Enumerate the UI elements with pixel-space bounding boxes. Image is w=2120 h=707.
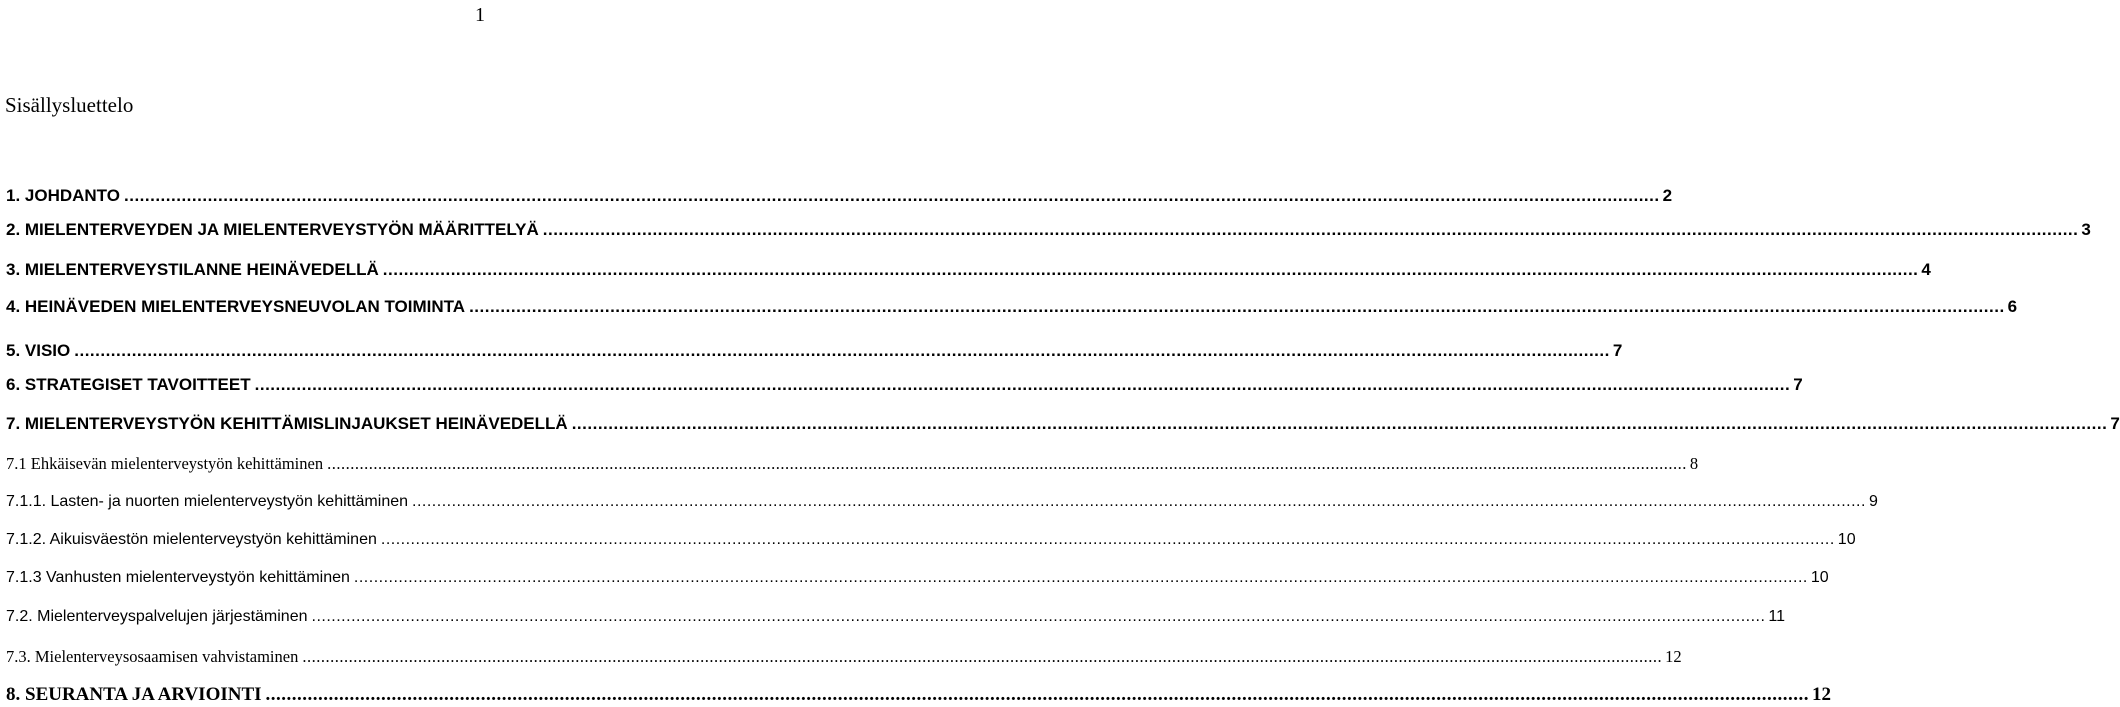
toc-entry[interactable] [6,218,2091,242]
toc-entry-text: 7.1.3 Vanhusten mielenterveystyön kehittäminen [6,569,350,586]
toc-entry[interactable] [6,605,1786,629]
dot-leader [381,528,1835,552]
dot-leader [124,184,1660,208]
toc-entry[interactable] [6,566,1829,590]
toc-entry-text: 5. VISIO [6,341,71,360]
toc-entry[interactable] [6,452,1699,476]
toc-entry-page: 3 [2081,220,2091,239]
toc-entry-text: 7.2. Mielenterveyspalvelujen järjestäminen [6,608,308,625]
dot-leader [383,258,1919,282]
toc-entry-page: 4 [1921,260,1931,279]
dot-leader [412,490,1866,514]
toc-entry-text: 7.3. Mielenterveysosaamisen vahvistaminen [6,647,299,666]
toc-entry-text: 6. STRATEGISET TAVOITTEET [6,375,251,394]
toc-title: Sisällysluettelo [5,93,134,117]
toc-entry[interactable] [6,645,1682,669]
toc-entry[interactable] [6,528,1856,552]
dot-leader [543,218,2079,242]
toc-entry-page: 7 [1793,375,1803,394]
dot-leader [327,452,1687,476]
dot-leader [469,295,2005,319]
page-number: 1 [475,4,485,26]
dot-leader [74,339,1610,363]
toc-entry[interactable] [6,339,1623,363]
toc-entry-page: 6 [2007,297,2018,316]
toc-entry-text: 1. JOHDANTO [6,186,120,205]
toc-entry-text: 7.1.1. Lasten- ja nuorten mielenterveystyön kehittäminen [6,493,409,510]
toc-entry-page: 11 [1768,608,1786,625]
toc-entry-page: 7 [1612,341,1623,360]
toc-entry-text: 7.1 Ehkäisevän mielenterveystyön kehittäminen [6,454,324,473]
toc-entry[interactable] [6,184,1673,208]
dot-leader [266,683,1810,707]
dot-leader [302,645,1662,669]
toc-entry-text: 8. SEURANTA JA ARVIOINTI [6,684,262,705]
toc-entry[interactable] [6,412,2120,436]
toc-entry-text: 7.1.2. Aikuisväestön mielenterveystyön kehittäminen [6,531,377,548]
dot-leader [255,373,1791,397]
toc-entry-text: 4. HEINÄVEDEN MIELENTERVEYSNEUVOLAN TOIMINTA [6,297,466,316]
toc-entry-text: 2. MIELENTERVEYDEN JA MIELENTERVEYSTYÖN MÄÄRITTELYÄ [6,220,539,239]
dot-leader [354,566,1808,590]
toc-entry-page: 12 [1812,684,1832,705]
toc-entry-page: 7 [2110,414,2120,433]
toc-entry-text: 3. MIELENTERVEYSTILANNE HEINÄVEDELLÄ [6,260,379,279]
toc-entry-page: 2 [1662,186,1673,205]
toc-entry-page: 10 [1837,531,1856,548]
toc-entry[interactable] [6,373,1803,397]
dot-leader [572,412,2108,436]
toc-entry[interactable] [6,258,1931,282]
toc-entry-text: 7. MIELENTERVEYSTYÖN KEHITTÄMISLINJAUKSET HEINÄVEDELLÄ [6,414,568,433]
toc-entry-page: 9 [1868,493,1878,510]
toc-entry[interactable] [6,683,1832,707]
toc-entry[interactable] [6,295,2018,319]
toc-entry-page: 12 [1665,647,1682,666]
dot-leader [312,605,1766,629]
toc-entry-page: 8 [1689,454,1699,473]
toc-entry[interactable] [6,490,1878,514]
toc-entry-page: 10 [1810,569,1829,586]
